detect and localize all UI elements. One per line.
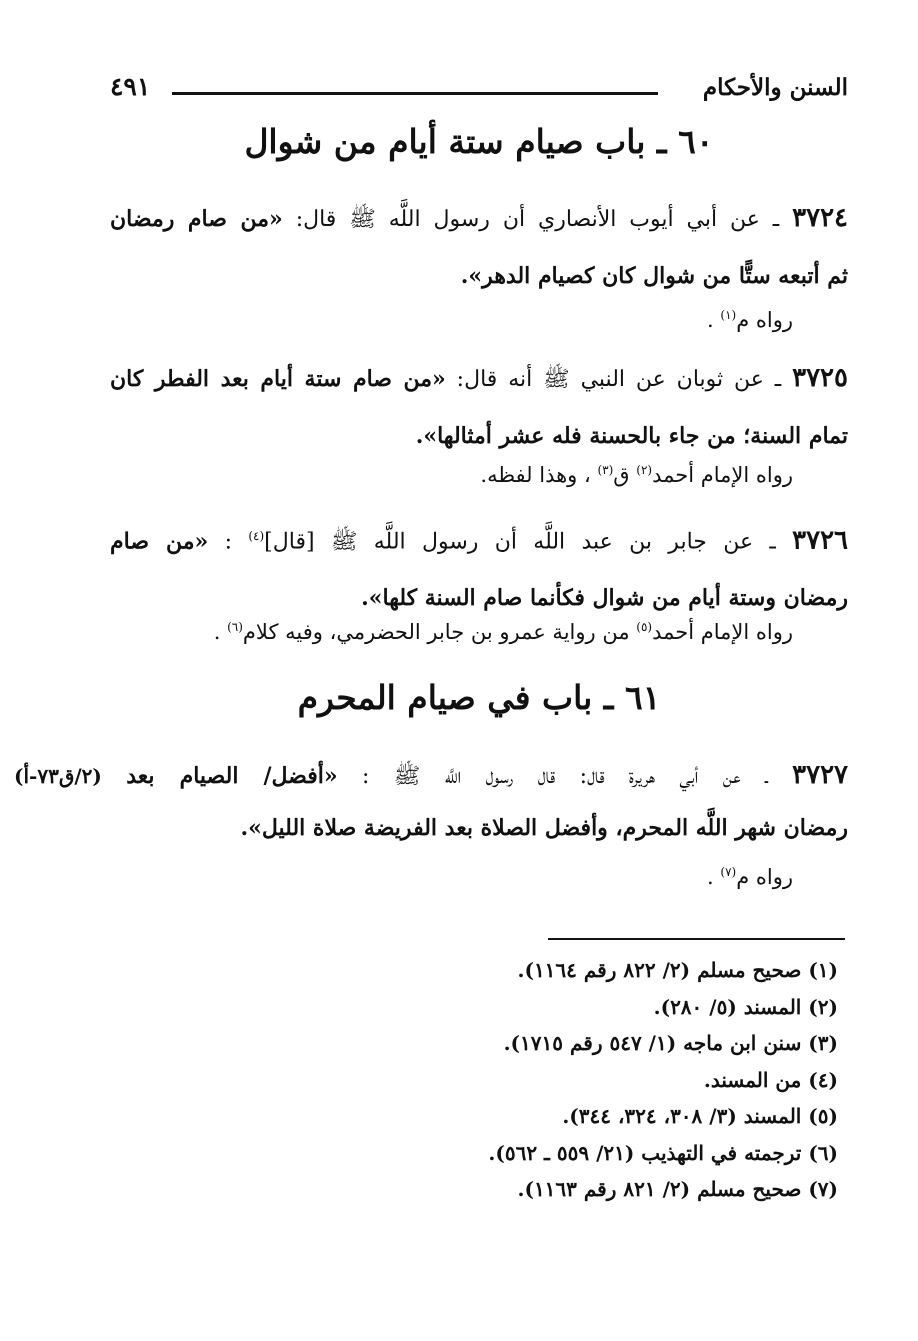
- hadith-number: ٣٧٢٧: [792, 760, 849, 790]
- hadith-3727-cont: [110, 800, 848, 857]
- hadith-line: [110, 190, 848, 248]
- hadith-text: ـ عن جابر بن عبد اللَّه أن رسول اللَّه ﷺ [قال]: [264, 529, 793, 555]
- hadith-quote: «من صام رمضان: [110, 206, 283, 232]
- hadith-text: ـ عن أبي أيوب الأنصاري أن رسول اللَّه ﷺ قال:: [282, 207, 793, 232]
- chapter-60-title: ٦٠ ـ باب صيام ستة أيام من شوال: [244, 122, 714, 161]
- hadith-quote: رمضان وستة أيام من شوال فكأنما صام السنة كلها».: [361, 585, 848, 612]
- running-title: السنن والأحكام: [702, 74, 848, 101]
- footnote-ref: (٥): [636, 620, 653, 634]
- hadith-line: [110, 570, 848, 627]
- footnote-ref: (٧): [720, 865, 737, 879]
- hadith-3727-source: [707, 865, 793, 889]
- footnote: (٣) سنن ابن ماجه (١/ ٥٤٧ رقم ١٧١٥).: [503, 1031, 838, 1055]
- hadith-quote: تمام السنة؛ من جاء بالحسنة فله عشر أمثالها».: [415, 423, 848, 449]
- header-rule: [172, 92, 658, 95]
- page-number: ٤٩١: [110, 72, 151, 101]
- footnote-ref: (٤): [248, 529, 265, 543]
- footnote-ref: (٣): [597, 463, 614, 477]
- hadith-3725-source: [480, 463, 793, 487]
- hadith-number: ٣٧٢٥: [792, 363, 848, 393]
- manuscript-margin-note: (٢/ق٧٣-أ): [14, 764, 102, 788]
- hadith-number: ٣٧٢٦: [792, 525, 849, 556]
- footnotes: [488, 952, 838, 1208]
- hadith-line: [110, 508, 848, 570]
- hadith-quote: «من صام ستة أيام بعد الفطر كان: [110, 366, 446, 392]
- source-text: رواه م: [736, 865, 793, 889]
- hadith-quote: رمضان شهر اللَّه المحرم، وأفضل الصلاة بعد الفريضة صلاة الليل».: [240, 815, 848, 841]
- hadith-line: [110, 350, 848, 408]
- footnote: (٥) المسند (٣/ ٣٠٨، ٣٢٤، ٣٤٤).: [562, 1104, 838, 1128]
- footnote: (١) صحيح مسلم (٢/ ٨٢٢ رقم ١١٦٤).: [517, 958, 838, 982]
- hadith-3724-source: [707, 308, 793, 332]
- source-text: ق: [613, 463, 637, 487]
- hadith-3726: [110, 508, 848, 627]
- hadith-text: :: [208, 529, 249, 555]
- hadith-text: ـ عن أبي هريرة قال: قال رسول اللَّه ﷺ :: [337, 764, 793, 789]
- source-end: ، وهذا لفظه.: [480, 463, 598, 487]
- source-text: رواه م: [736, 308, 793, 332]
- footnote: (٤) من المسند.: [703, 1067, 838, 1092]
- source-text: رواه الإمام أحمد: [652, 463, 793, 487]
- hadith-3724: [110, 190, 848, 305]
- hadith-line: [110, 800, 848, 857]
- footnote: (٦) ترجمته في التهذيب (٢١/ ٥٥٩ ـ ٥٦٢).: [488, 1140, 838, 1165]
- page-header: [110, 72, 848, 112]
- footnote-ref: (١): [720, 308, 737, 322]
- footnote-separator: [548, 938, 845, 940]
- chapter-61-title: ٦١ ـ باب في صيام المحرم: [297, 678, 661, 717]
- hadith-quote: «أفضل/ الصيام بعد: [126, 763, 338, 789]
- source-text: رواه الإمام أحمد: [652, 620, 793, 644]
- source-end: .: [213, 620, 228, 644]
- footnote-ref: (٦): [227, 620, 243, 634]
- source-text: من رواية عمرو بن جابر الحضرمي، وفيه كلام: [242, 620, 637, 644]
- source-end: .: [707, 308, 721, 332]
- footnote: (٢) المسند (٥/ ٢٨٠).: [653, 994, 838, 1019]
- source-end: .: [707, 865, 721, 889]
- hadith-3726-source: [214, 620, 793, 644]
- footnote-ref: (٢): [636, 463, 653, 477]
- hadith-line: [110, 248, 848, 305]
- hadith-line: [110, 408, 848, 465]
- hadith-line: [14, 747, 848, 805]
- hadith-quote: «من صام: [110, 528, 209, 555]
- hadith-3725: [110, 350, 848, 465]
- hadith-quote: ثم أتبعه ستًّا من شوال كان كصيام الدهر».: [460, 263, 848, 289]
- footnote: (٧) صحيح مسلم (٢/ ٨٢١ رقم ١١٦٣).: [517, 1177, 838, 1201]
- hadith-3727: [14, 747, 848, 805]
- hadith-text: ـ عن ثوبان عن النبي ﷺ أنه قال:: [445, 367, 793, 392]
- hadith-number: ٣٧٢٤: [792, 203, 848, 233]
